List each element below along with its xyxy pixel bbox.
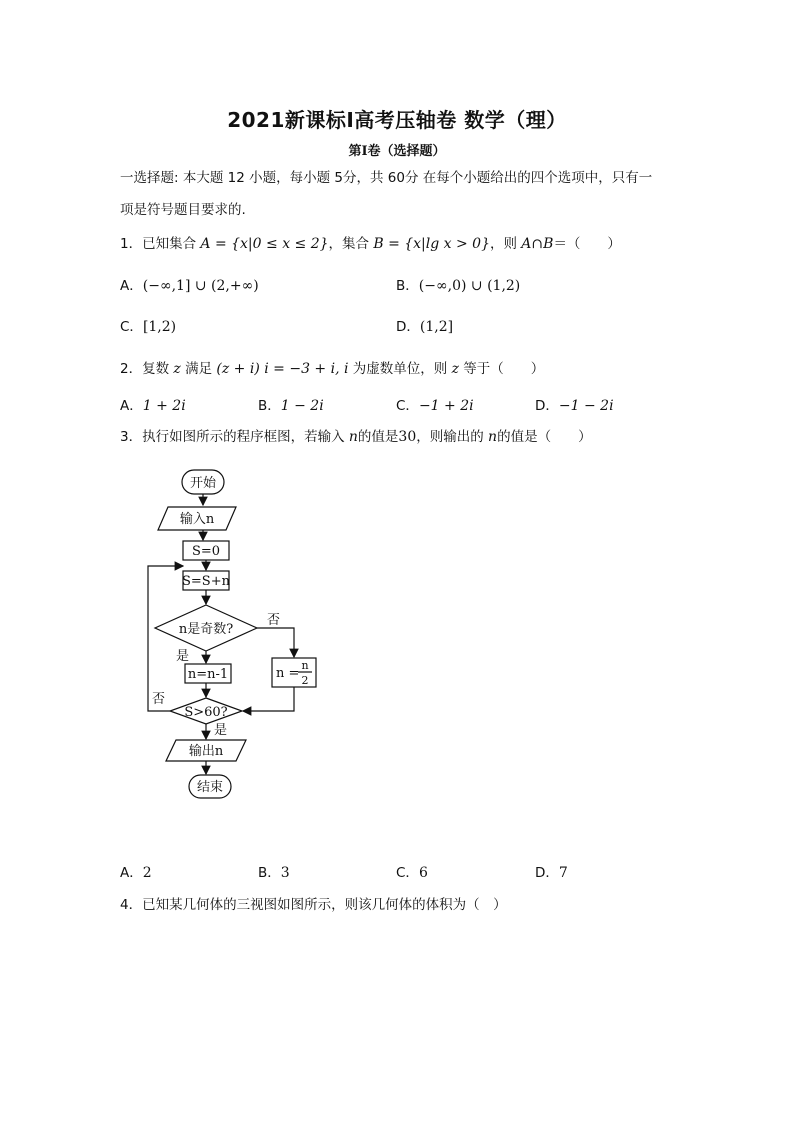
question-number: 3．	[120, 429, 143, 445]
q3-option-b	[258, 861, 290, 881]
no-label-2: 否	[152, 692, 166, 707]
option-label: D．	[535, 398, 559, 414]
q3-option-c	[396, 861, 428, 881]
halve-numerator: n	[301, 659, 309, 672]
limit-label: S>60?	[184, 705, 228, 720]
option-math: [1,2)	[142, 319, 177, 335]
option-math: 1 − 2i	[280, 398, 324, 414]
question-text: ＝（ ）	[553, 236, 621, 252]
option-label: B．	[258, 398, 281, 414]
option-label: C．	[120, 319, 143, 335]
option-label: D．	[396, 319, 420, 335]
var-n: n	[488, 429, 498, 445]
question-text: 满足	[185, 361, 213, 377]
option-math: 1 + 2i	[142, 398, 186, 414]
yes-label-1: 是	[176, 649, 190, 664]
option-label: A．	[120, 865, 143, 881]
question-text: 执行如图所示的程序框图，若输入	[142, 429, 345, 445]
option-value: 2	[142, 865, 152, 881]
instructions-line-2: 项是符号题目要求的.	[120, 202, 246, 218]
odd-label: n是奇数?	[178, 622, 234, 637]
question-number: 2．	[120, 361, 143, 377]
question-text: 已知集合	[142, 236, 197, 252]
section-title: 第Ⅰ卷（选择题）	[348, 144, 446, 159]
question-text: ，集合	[328, 236, 370, 252]
question-text: 已知某几何体的三视图如图所示，则该几何体的体积为（ ）	[142, 897, 507, 913]
option-math: −1 − 2i	[558, 398, 614, 414]
yes-label-2: 是	[214, 723, 228, 738]
var-z: z	[451, 361, 459, 377]
q3-option-a	[120, 861, 152, 881]
no-label-1: 否	[267, 613, 281, 628]
page-title: 2021新课标Ⅰ高考压轴卷 数学（理）	[227, 108, 567, 132]
output-label: 输出n	[188, 744, 224, 759]
update-label: S=S+n	[182, 574, 230, 589]
option-math: (−∞,1] ∪ (2,+∞)	[142, 278, 259, 294]
decrement-label: n=n-1	[187, 667, 229, 682]
question-4	[120, 893, 507, 913]
set-a: A = {x|0 ≤ x ≤ 2}	[200, 236, 329, 252]
question-text: 复数	[142, 361, 170, 377]
end-label: 结束	[196, 780, 224, 795]
option-label: D．	[535, 865, 559, 881]
question-number: 4．	[120, 897, 143, 913]
option-value: 6	[418, 865, 428, 881]
question-text: ，则输出的	[416, 429, 484, 445]
question-text: 为虚数单位，则	[352, 361, 448, 377]
option-label: C．	[396, 865, 419, 881]
start-label: 开始	[189, 476, 217, 491]
var-z: z	[173, 361, 181, 377]
var-n: n	[348, 429, 358, 445]
option-label: C．	[396, 398, 419, 414]
q3-option-d	[535, 861, 568, 881]
intersection: A∩B	[521, 236, 554, 252]
input-value: 30	[398, 429, 417, 445]
question-text: 的值是（ ）	[497, 429, 592, 445]
option-label: A．	[120, 398, 143, 414]
option-math: (−∞,0) ∪ (1,2)	[418, 278, 521, 294]
option-label: A．	[120, 278, 143, 294]
question-text: 的值是	[357, 429, 399, 445]
instructions-line-1: 一选择题: 本大题 12 小题，每小题 5分，共 60分 在每个小题给出的四个选项中，只有一	[120, 170, 653, 186]
halve-denominator: 2	[301, 674, 309, 687]
set-b: B = {x|lg x > 0}	[373, 236, 490, 252]
halve-left-label: n =	[276, 666, 300, 681]
equation: (z + i) i = −3 + i, i	[216, 361, 349, 377]
question-text: 等于（ ）	[463, 361, 545, 377]
option-math: −1 + 2i	[418, 398, 474, 414]
input-label: 输入n	[179, 512, 215, 527]
question-number: 1．	[120, 236, 143, 252]
option-value: 3	[280, 865, 290, 881]
option-label: B．	[396, 278, 419, 294]
question-text: ，则	[490, 236, 517, 252]
init-label: S=0	[191, 544, 221, 559]
option-value: 7	[558, 865, 568, 881]
option-math: (1,2]	[419, 319, 454, 335]
option-label: B．	[258, 865, 281, 881]
